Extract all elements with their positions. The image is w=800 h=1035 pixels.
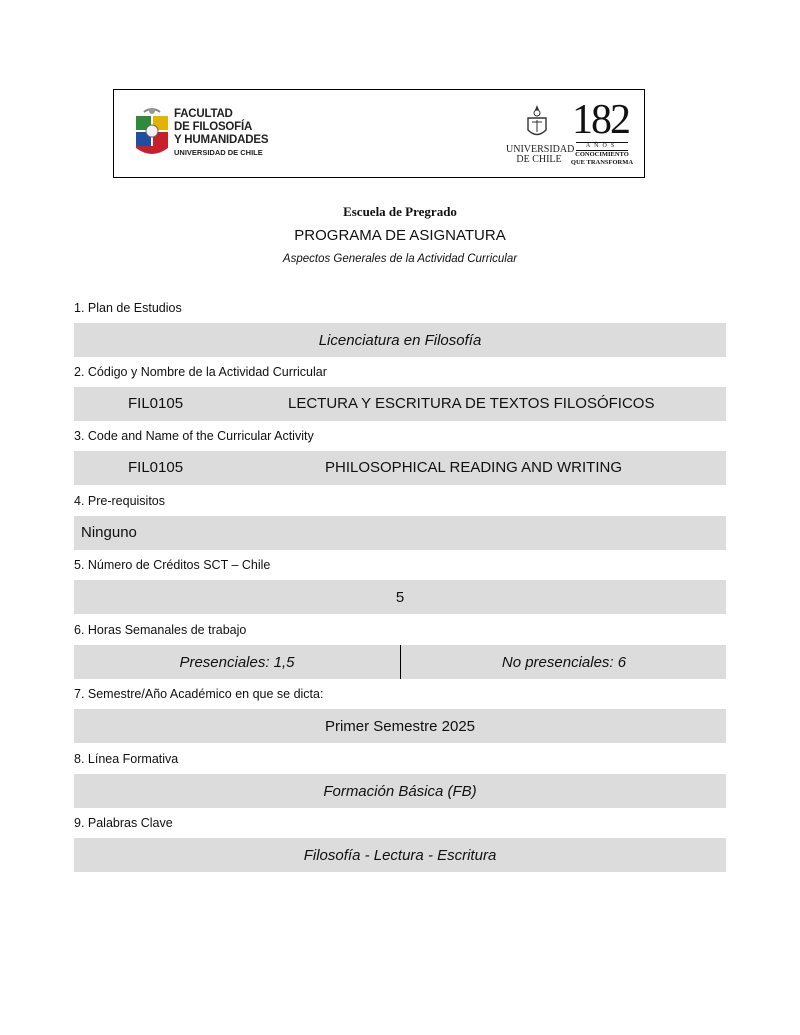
field-6-presenciales: Presenciales: 1,5	[179, 653, 295, 671]
field-1-value: Licenciatura en Filosofía	[74, 323, 726, 357]
faculty-name	[174, 108, 268, 158]
anniversary-anos: AÑOS	[576, 142, 628, 151]
school-name: Escuela de Pregrado	[343, 204, 457, 219]
field-2-code: FIL0105	[128, 395, 184, 412]
faculty-shield-logo	[134, 106, 170, 158]
anniversary-motto	[570, 151, 634, 167]
university-line-1: UNIVERSIDAD	[506, 144, 575, 155]
anniversary-number: 182	[572, 97, 629, 143]
faculty-line-3: Y HUMANIDADES	[174, 134, 269, 146]
field-5-value: 5	[74, 580, 726, 614]
field-3-name: PHILOSOPHICAL READING AND WRITING	[325, 459, 622, 476]
field-2-box	[74, 387, 726, 421]
faculty-line-2: DE FILOSOFÍA	[174, 121, 253, 133]
field-9-label: 9. Palabras Clave	[74, 816, 173, 830]
field-9-value: Filosofía - Lectura - Escritura	[74, 838, 726, 872]
field-7-label: 7. Semestre/Año Académico en que se dicta:	[74, 687, 324, 701]
document-subtitle: Aspectos Generales de la Actividad Curricular	[282, 253, 518, 265]
faculty-university: UNIVERSIDAD DE CHILE	[174, 148, 263, 157]
field-5-label: 5. Número de Créditos SCT – Chile	[74, 558, 271, 572]
field-6-label: 6. Horas Semanales de trabajo	[74, 623, 247, 637]
field-6-box	[74, 645, 726, 679]
university-line-2: DE CHILE	[516, 154, 562, 165]
motto-line-2: QUE TRANSFORMA	[570, 159, 634, 166]
faculty-line-1: FACULTAD	[174, 108, 233, 120]
field-2-name: LECTURA Y ESCRITURA DE TEXTOS FILOSÓFICOS	[288, 395, 655, 412]
field-7-value: Primer Semestre 2025	[74, 709, 726, 743]
field-4-box	[74, 516, 726, 550]
field-4-label: 4. Pre-requisitos	[74, 494, 166, 508]
field-3-label: 3. Code and Name of the Curricular Activity	[74, 429, 314, 443]
header-logos	[113, 89, 645, 178]
university-crest-logo	[526, 104, 548, 140]
field-3-code: FIL0105	[128, 459, 184, 476]
field-4-value: Ninguno	[81, 524, 137, 541]
field-6-no-presenciales: No presenciales: 6	[501, 653, 627, 671]
field-1-label: 1. Plan de Estudios	[74, 301, 182, 315]
motto-line-1: CONOCIMIENTO	[575, 151, 629, 158]
field-8-value: Formación Básica (FB)	[74, 774, 726, 808]
field-8-label: 8. Línea Formativa	[74, 752, 179, 766]
field-3-box	[74, 451, 726, 485]
field-2-label: 2. Código y Nombre de la Actividad Curricular	[74, 365, 327, 379]
document-title: PROGRAMA DE ASIGNATURA	[294, 227, 506, 244]
university-name	[506, 144, 575, 165]
